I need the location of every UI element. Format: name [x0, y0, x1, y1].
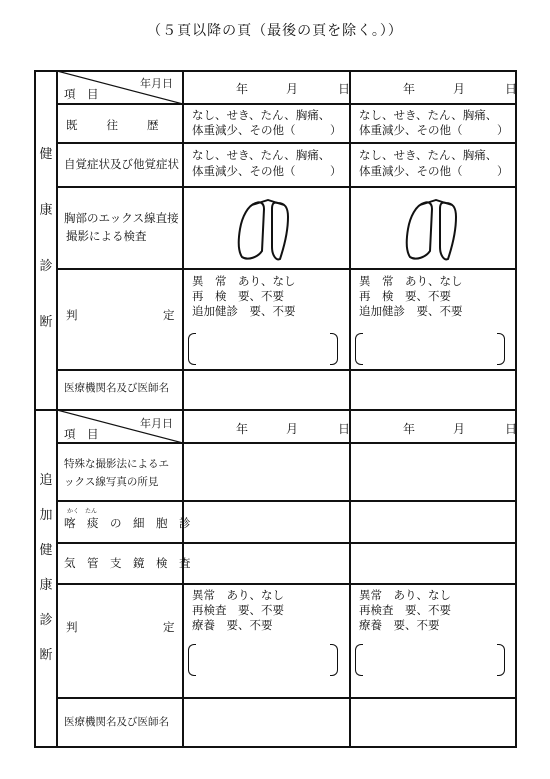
judgement-line3: 療養 要、不要 [192, 618, 273, 632]
symptoms-options-line2: 体重減少、その他（ ） [359, 164, 509, 178]
date-day: 日 [505, 422, 518, 436]
history-options-line1: なし、せき、たん、胸痛、 [359, 108, 498, 122]
history-options-line1: なし、せき、たん、胸痛、 [192, 108, 331, 122]
date-day: 日 [338, 82, 351, 96]
row-line [56, 542, 517, 544]
row-line [56, 142, 517, 144]
doctor-label: 医療機関名及び医師名 [64, 382, 169, 394]
date-month: 月 [453, 82, 466, 96]
date-day: 日 [338, 422, 351, 436]
section1-vertical-label: 健 康 診 断 [39, 147, 53, 330]
judgement-label-left: 判 [66, 308, 78, 322]
judgement-line1: 異 常 あり、なし [192, 274, 296, 288]
date-month: 月 [453, 422, 466, 436]
date-month: 月 [286, 422, 299, 436]
special-xray-label-line1: 特殊な撮影法によるエ [64, 458, 169, 470]
row-line [56, 369, 517, 371]
judgement-label-right: 定 [163, 620, 175, 634]
row-line [56, 583, 517, 585]
date-year: 年 [236, 82, 249, 96]
judgement-line1: 異常 あり、なし [359, 588, 451, 602]
header-date-label: 年月日 [140, 77, 173, 90]
row-line [56, 697, 517, 699]
symptoms-options-line1: なし、せき、たん、胸痛、 [192, 148, 331, 162]
date-year: 年 [403, 422, 416, 436]
date-year: 年 [236, 422, 249, 436]
judgement-line3: 追加健診 要、不要 [192, 304, 296, 318]
lungs-diagram-icon [396, 195, 476, 265]
judgement-note-bracket [355, 644, 505, 676]
header-item-label: 項 目 [64, 87, 99, 101]
judgement-line3: 療養 要、不要 [359, 618, 440, 632]
history-label: 既 往 歴 [66, 118, 161, 132]
header-item-label: 項 目 [64, 427, 99, 441]
judgement-note-bracket [355, 333, 505, 365]
special-xray-label-line2: ックス線写真の所見 [64, 476, 159, 488]
history-options-line2: 体重減少、その他（ ） [359, 123, 509, 137]
judgement-line2: 再検査 要、不要 [359, 603, 451, 617]
history-options-line2: 体重減少、その他（ ） [192, 123, 342, 137]
judgement-line1: 異 常 あり、なし [359, 274, 463, 288]
bronchoscopy-label: 気 管 支 鏡 検 査 [64, 556, 191, 570]
section2-vertical-label: 追 加 健 康 診 断 [39, 473, 53, 663]
row-line [56, 186, 517, 188]
header-date-label: 年月日 [140, 417, 173, 430]
symptoms-options-line2: 体重減少、その他（ ） [192, 164, 342, 178]
date-year: 年 [403, 82, 416, 96]
judgement-line2: 再検査 要、不要 [192, 603, 284, 617]
judgement-line2: 再 検 要、不要 [359, 289, 451, 303]
date-month: 月 [286, 82, 299, 96]
judgement-label-right: 定 [163, 308, 175, 322]
row-line [56, 500, 517, 502]
xray-label-line2: 撮影による検査 [66, 229, 147, 243]
judgement-line2: 再 検 要、不要 [192, 289, 284, 303]
sputum-cytology-label: 喀 痰 の 細 胞 診 [64, 516, 191, 530]
date-day: 日 [505, 82, 518, 96]
judgement-line1: 異常 あり、なし [192, 588, 284, 602]
judgement-line3: 追加健診 要、不要 [359, 304, 463, 318]
lungs-diagram-icon [228, 195, 308, 265]
sputum-ruby: かく たん [67, 508, 98, 515]
judgement-label-left: 判 [66, 620, 78, 634]
judgement-note-bracket [188, 644, 338, 676]
judgement-note-bracket [188, 333, 338, 365]
page-title: （５頁以降の頁（最後の頁を除く。）） [147, 23, 403, 39]
symptoms-label: 自覚症状及び他覚症状 [64, 157, 179, 171]
doctor-label: 医療機関名及び医師名 [64, 716, 169, 728]
xray-label-line1: 胸部のエックス線直接 [64, 211, 179, 225]
symptoms-options-line1: なし、せき、たん、胸痛、 [359, 148, 498, 162]
row-line [56, 268, 517, 270]
